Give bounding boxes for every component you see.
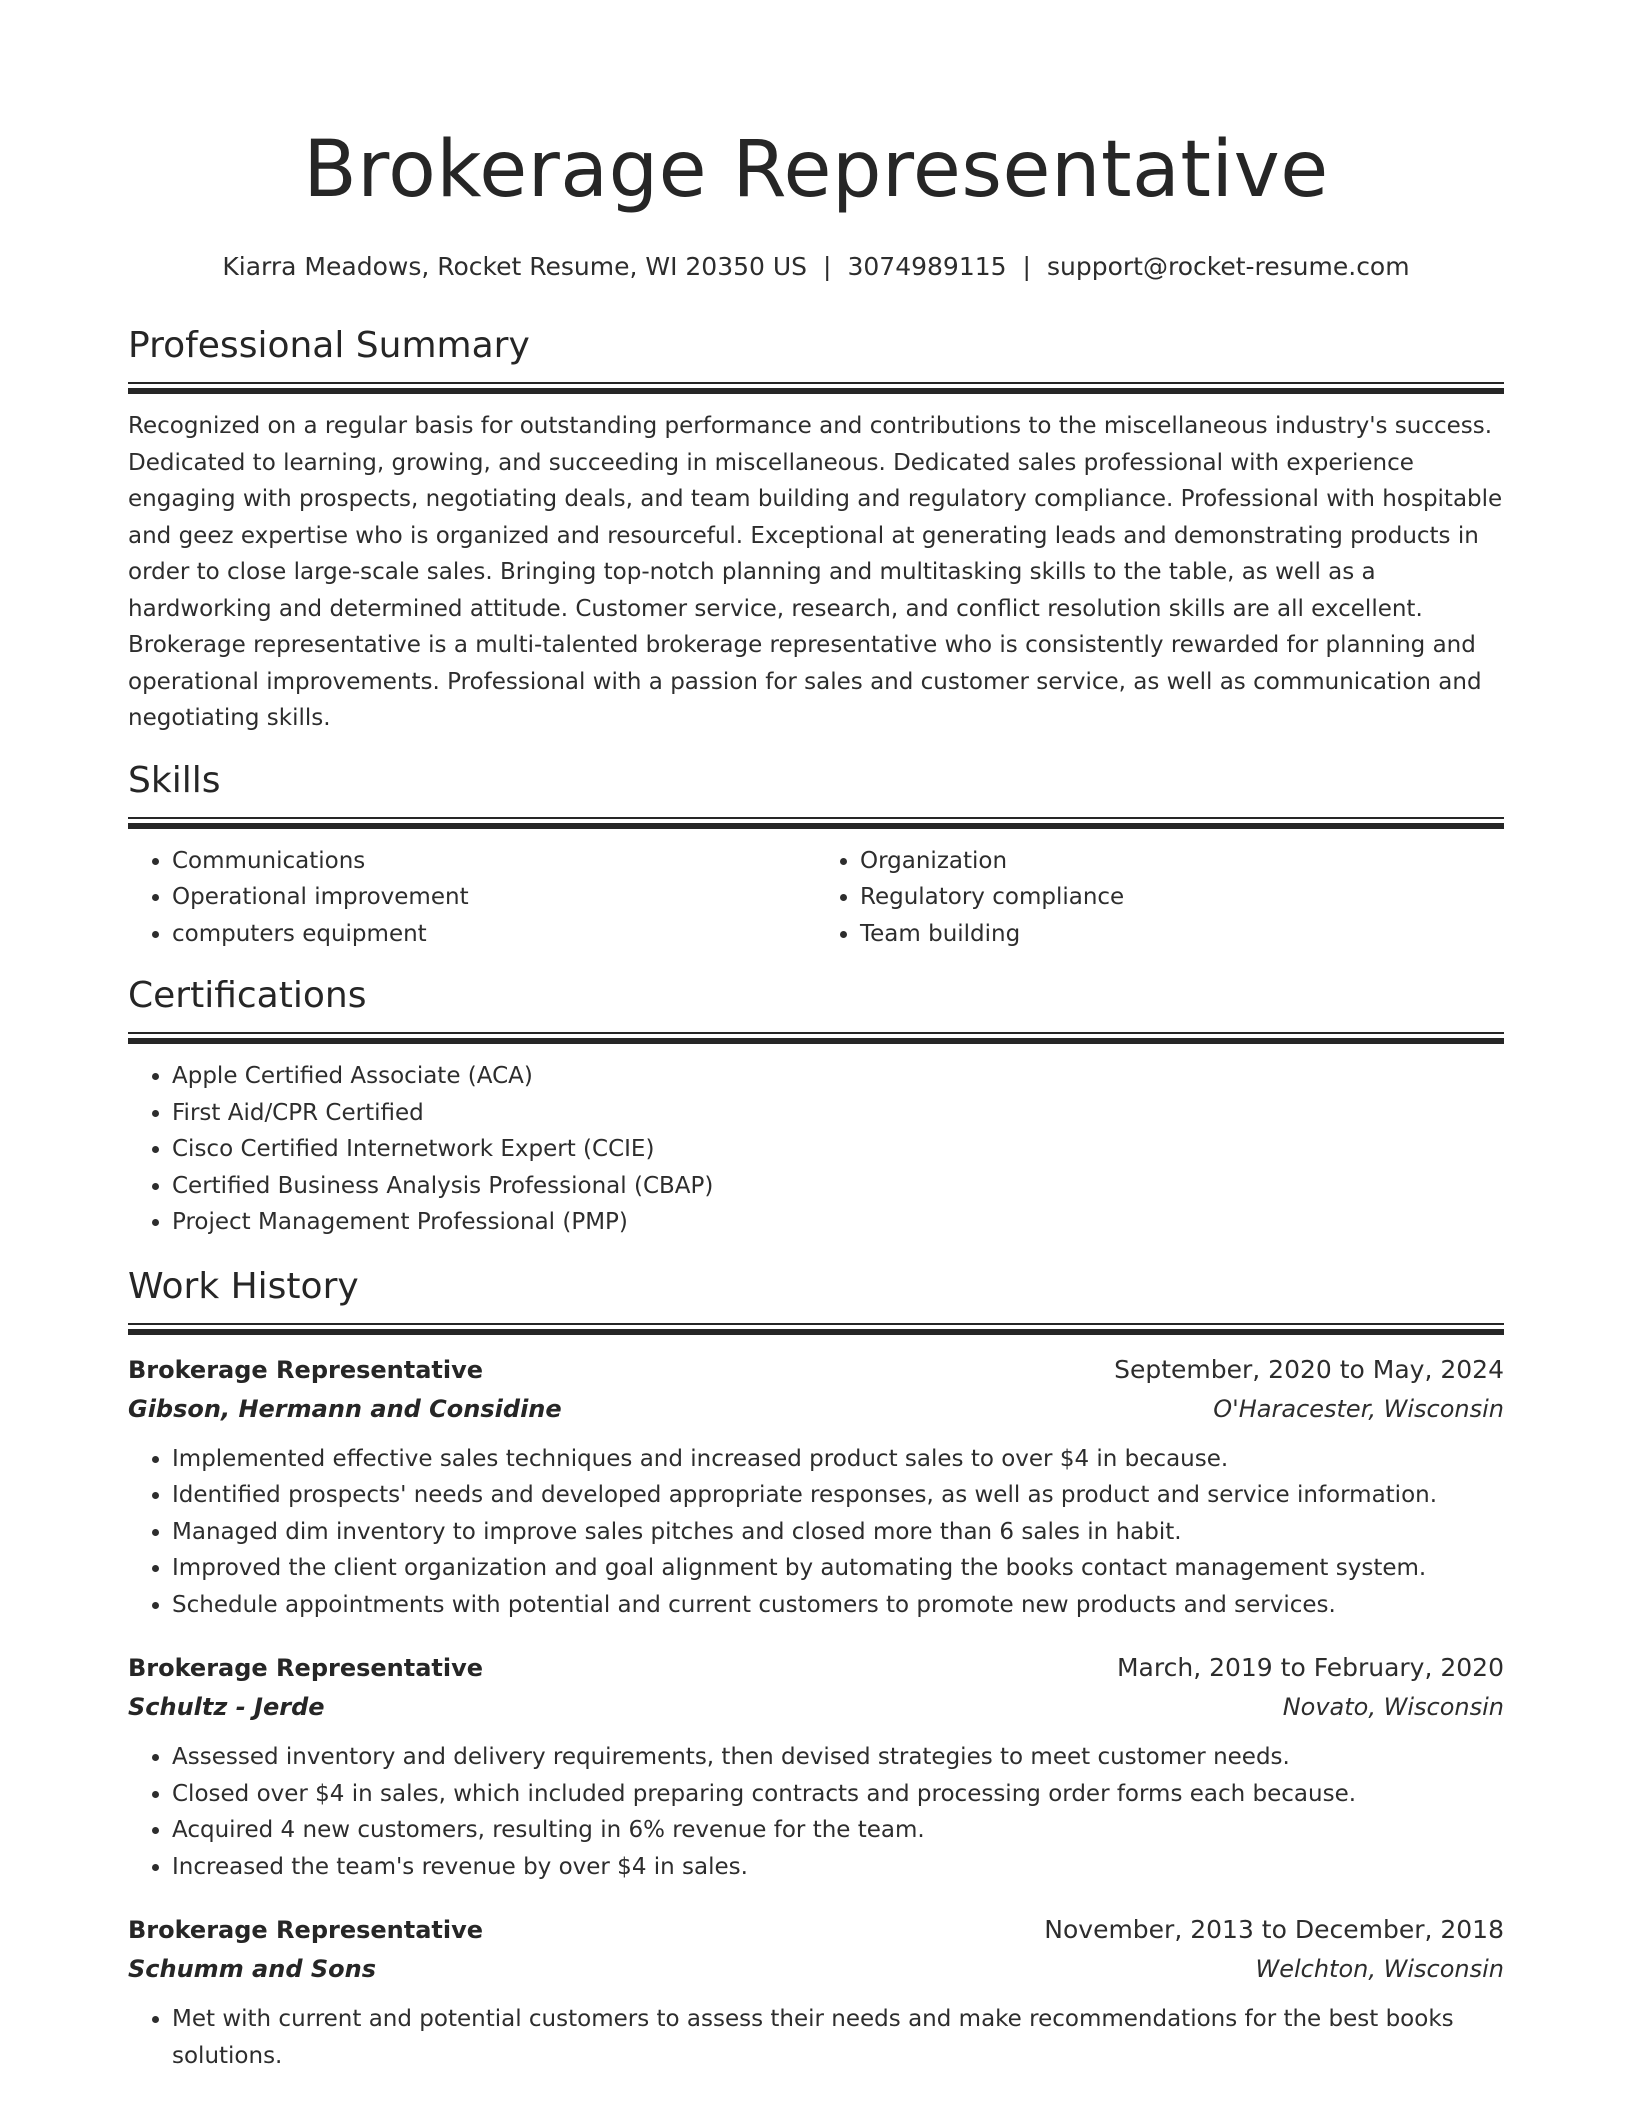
job-bullet: • Assessed inventory and delivery requirements, then devised strategies to meet customer needs. <box>172 1739 1504 1776</box>
job-entry <box>128 1911 1504 2074</box>
certification-item: • Apple Certified Associate (ACA) <box>172 1058 1504 1095</box>
job-bullet: • Identified prospects' needs and developed appropriate responses, as well as product and service information. <box>172 1477 1504 1514</box>
job-company: Schumm and Sons <box>128 1955 377 1983</box>
certification-item: • Project Management Professional (PMP) <box>172 1204 1504 1241</box>
job-bullet: • Schedule appointments with potential and current customers to promote new products and services. <box>172 1587 1504 1624</box>
job-title: Brokerage Representative <box>128 1355 484 1384</box>
job-dates: March, 2019 to February, 2020 <box>1116 1653 1504 1682</box>
certifications-list <box>128 1058 1504 1241</box>
section-divider <box>128 382 1504 394</box>
skill-item: • Team building <box>860 916 1504 953</box>
job-bullet: • Acquired 4 new customers, resulting in 6% revenue for the team. <box>172 1812 1504 1849</box>
job-bullet: • Implemented effective sales techniques and increased product sales to over $4 in because. <box>172 1441 1504 1478</box>
job-bullet: • Closed over $4 in sales, which included preparing contracts and processing order forms each because. <box>172 1776 1504 1813</box>
skills-column-right <box>816 843 1504 953</box>
job-bullets <box>128 2001 1504 2074</box>
job-subheader <box>128 1687 1504 1727</box>
skill-item: • computers equipment <box>172 916 816 953</box>
job-location: Welchton, Wisconsin <box>1255 1955 1504 1983</box>
work-history-section <box>128 1265 1504 2075</box>
summary-text: Recognized on a regular basis for outstanding performance and contributions to the miscellaneous industry's success. Dedicated to learning, growing, and succeeding in miscellaneous. Dedicated sales professional with experience engaging with prospects, negotiating deals, and team building and regulatory compliance. Professional with hospitable and geez expertise who is organized and resourceful. Exceptional at generating leads and demonstrating products in order to close large-scale sales. Bringing top-notch planning and multitasking skills to the table, as well as a hardworking and determined attitude. Customer service, research, and conflict resolution skills are all excellent. Brokerage representative is a multi-talented brokerage representative who is consistently rewarded for planning and operational improvements. Professional with a passion for sales and customer service, as well as communication and negotiating skills. <box>128 413 1503 731</box>
job-bullet: • Increased the team's revenue by over $4 in sales. <box>172 1849 1504 1886</box>
skills-column-left <box>128 843 816 953</box>
job-dates: September, 2020 to May, 2024 <box>1114 1354 1504 1384</box>
certifications-section <box>128 974 1504 1241</box>
skill-item: • Communications <box>172 843 816 880</box>
work-history-heading: Work History <box>128 1265 359 1307</box>
contact-separator: | <box>823 252 832 281</box>
job-title: Brokerage Representative <box>128 1916 484 1944</box>
job-dates: November, 2013 to December, 2018 <box>1044 1915 1504 1944</box>
skills-list <box>128 843 1504 953</box>
contact-email: support@rocket-resume.com <box>1046 252 1410 281</box>
contact-phone: 3074989115 <box>847 252 1007 281</box>
job-location: O'Haracester, Wisconsin <box>1213 1394 1504 1423</box>
job-entry <box>128 1649 1504 1885</box>
section-divider <box>128 1323 1504 1335</box>
job-bullets <box>128 1739 1504 1885</box>
job-entry <box>128 1351 1504 1624</box>
job-header <box>128 1351 1504 1389</box>
contact-address: Kiarra Meadows, Rocket Resume, WI 20350 US <box>222 252 808 281</box>
job-subheader <box>128 1389 1504 1429</box>
job-header <box>128 1649 1504 1687</box>
job-location: Novato, Wisconsin <box>1282 1693 1504 1721</box>
job-bullets <box>128 1441 1504 1624</box>
contact-line <box>128 250 1504 284</box>
certification-item: • Certified Business Analysis Professional (CBAP) <box>172 1168 1504 1205</box>
certification-item: • Cisco Certified Internetwork Expert (CCIE) <box>172 1131 1504 1168</box>
skills-section <box>128 759 1504 953</box>
job-title: Brokerage Representative <box>128 1654 484 1682</box>
job-header <box>128 1911 1504 1949</box>
job-company: Schultz - Jerde <box>128 1693 325 1721</box>
summary-heading: Professional Summary <box>128 325 530 366</box>
job-bullet: • Met with current and potential customers to assess their needs and make recommendations for the best books solutions. <box>172 2001 1504 2074</box>
skill-item: • Operational improvement <box>172 879 816 916</box>
certification-item: • First Aid/CPR Certified <box>172 1095 1504 1132</box>
section-divider <box>128 817 1504 829</box>
certifications-heading: Certifications <box>128 975 367 1016</box>
resume-title: Brokerage Representative <box>303 125 1329 215</box>
contact-separator: | <box>1022 252 1031 281</box>
job-subheader <box>128 1949 1504 1989</box>
job-company: Gibson, Hermann and Considine <box>128 1394 562 1423</box>
job-bullet: • Improved the client organization and goal alignment by automating the books contact management system. <box>172 1550 1504 1587</box>
skill-item: • Organization <box>860 843 1504 880</box>
summary-section <box>128 324 1504 737</box>
skills-heading: Skills <box>128 759 221 801</box>
skill-item: • Regulatory compliance <box>860 879 1504 916</box>
section-divider <box>128 1032 1504 1044</box>
job-bullet: • Managed dim inventory to improve sales pitches and closed more than 6 sales in habit. <box>172 1514 1504 1551</box>
